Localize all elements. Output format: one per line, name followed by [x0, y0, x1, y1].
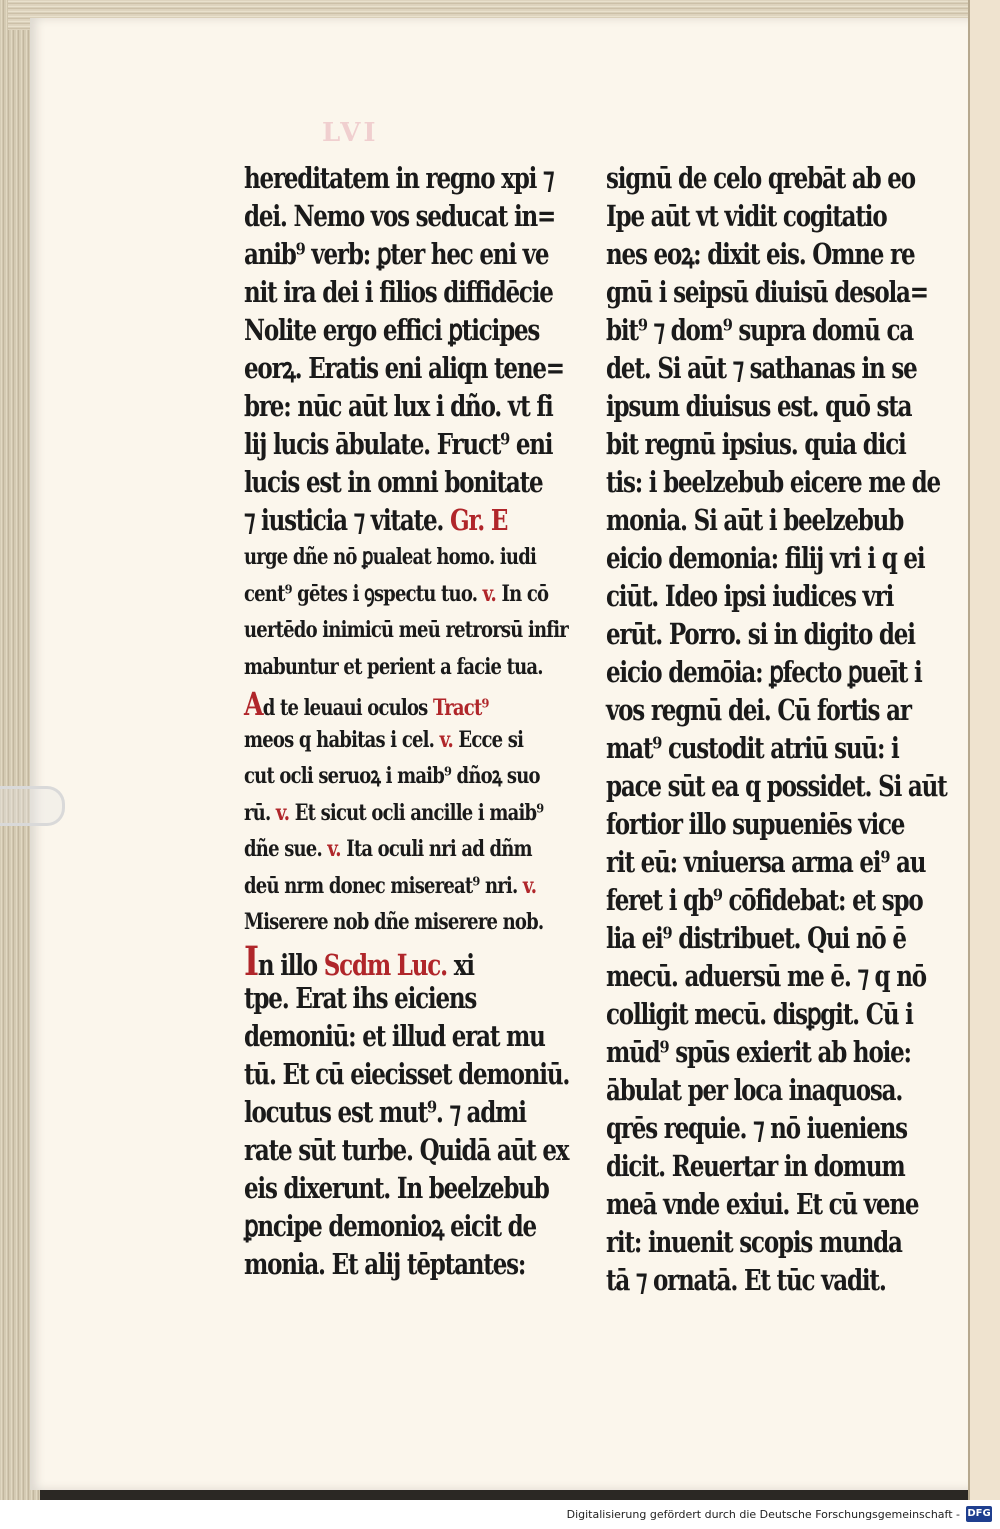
- text-line: Nolite ergo effici ꝑticipes: [244, 313, 540, 348]
- text-line: meā vnde exiui. Et cū vene: [606, 1187, 919, 1222]
- text-line: eorꝝ. Eratis eni aliqn tene=: [244, 351, 564, 386]
- text-line: meos q habitas i cel. v. Ecce si: [244, 726, 524, 753]
- text-line: tpe. Erat ihs eiciens: [244, 981, 477, 1015]
- text-line: Ipe aūt vt vidit cogitatio: [606, 199, 887, 234]
- text-line: det. Si aūt ⁊ sathanas in se: [606, 351, 917, 386]
- text-line: lij lucis ābulate. Fruct⁹ eni: [244, 427, 553, 462]
- text-line: rit eū: vniuersa arma ei⁹ au: [606, 845, 926, 880]
- text-line: bit⁹ ⁊ dom⁹ supra domū ca: [606, 313, 913, 348]
- text-line: demoniū: et illud erat mu: [244, 1019, 545, 1053]
- text-line: erūt. Porro. si in digito dei: [606, 617, 915, 652]
- footer-credit: Digitalisierung gefördert durch die Deutsche Forschungsgemeinschaft -: [566, 1508, 960, 1521]
- text-line: deū nrm donec misereat⁹ nri. v.: [244, 872, 537, 899]
- right-text-column: [606, 160, 947, 1300]
- left-text-column: [244, 160, 570, 1284]
- text-line: mat⁹ custodit atriū suū: i: [606, 731, 899, 766]
- text-line: Ad te leuaui oculos Tract⁹: [244, 685, 489, 723]
- text-line: Miserere nob dñe miserere nob.: [244, 909, 544, 936]
- text-line: mūd⁹ spūs exierit ab hoie:: [606, 1035, 911, 1070]
- text-line: dñe sue. v. Ita oculi nri ad dñm: [244, 836, 532, 863]
- text-line: lucis est in omni bonitate: [244, 465, 543, 500]
- text-line: rate sūt turbe. Quidā aūt ex: [244, 1133, 569, 1167]
- text-line: anib⁹ verb: ꝑter hec eni ve: [244, 237, 549, 272]
- text-line: gnū i seipsū diuisū desola=: [606, 275, 928, 310]
- text-line: bre: nūc aūt lux i dño. vt fi: [244, 389, 553, 424]
- text-line: eis dixerunt. In beelzebub: [244, 1171, 549, 1205]
- text-line: ciūt. Ideo ipsi iudices vri: [606, 579, 894, 614]
- text-line: nit ira dei i filios diffidēcie: [244, 275, 553, 310]
- text-line: uertēdo inimicū meū retrorsū infir: [244, 617, 568, 644]
- text-line: tū. Et cū eiecisset demoniū.: [244, 1057, 570, 1091]
- text-line: eicio demōia: ꝑfecto ꝑueīt i: [606, 655, 922, 690]
- footer-bar: [0, 1500, 1000, 1529]
- text-line: ābulat per loca inaquosa.: [606, 1073, 903, 1108]
- text-line: cut ocli seruoꝝ i maib⁹ dñoꝝ suo: [244, 763, 540, 790]
- text-line: mabuntur et perient a facie tua.: [244, 653, 543, 680]
- text-line: hereditatem in regno xpi ⁊: [244, 161, 554, 196]
- text-line: qrēs requie. ⁊ nō iueniens: [606, 1111, 907, 1146]
- text-line: dicit. Reuertar in domum: [606, 1149, 905, 1184]
- text-line: dei. Nemo vos seducat in=: [244, 199, 556, 234]
- text-line: urge dñe nō ꝑualeat homo. iudi: [244, 544, 537, 571]
- text-line: tā ⁊ ornatā. Et tūc vadit.: [606, 1263, 886, 1298]
- text-line: signū de celo qrebāt ab eo: [606, 161, 915, 196]
- text-line: pace sūt ea q possidet. Si aūt: [606, 769, 947, 804]
- text-line: monia. Si aūt i beelzebub: [606, 503, 904, 538]
- text-line: colligit mecū. disꝑgit. Cū i: [606, 997, 913, 1032]
- text-line: lia ei⁹ distribuet. Qui nō ē: [606, 921, 906, 956]
- text-line: nes eoꝝ: dixit eis. Omne re: [606, 237, 915, 272]
- text-line: bit regnū ipsius. quia dici: [606, 427, 906, 462]
- text-line: rit: inuenit scopis munda: [606, 1225, 902, 1260]
- text-line: rū. v. Et sicut ocli ancille i maib⁹: [244, 799, 544, 826]
- text-line: eicio demonia: filij vri i q ei: [606, 541, 925, 576]
- folio-number: LVI: [322, 118, 379, 148]
- dfg-logo: DFG: [966, 1506, 992, 1522]
- text-line: In illo Scdm Luc. xi: [244, 936, 474, 985]
- text-line: locutus est mut⁹. ⁊ admi: [244, 1095, 526, 1129]
- text-line: cent⁹ gētes i ꝯspectu tuo. v. In cō: [244, 580, 549, 607]
- text-line: tis: i beelzebub eicere me de: [606, 465, 940, 500]
- text-line: vos regnū dei. Cū fortis ar: [606, 693, 911, 728]
- text-line: ꝑncipe demonioꝝ eicit de: [244, 1209, 536, 1243]
- page-clip: [0, 786, 65, 826]
- text-line: ipsum diuisus est. quō sta: [606, 389, 912, 424]
- text-line: mecū. aduersū me ē. ⁊ q nō: [606, 959, 926, 994]
- text-line: fortior illo supueniēs vice: [606, 807, 905, 842]
- text-line: ⁊ iusticia ⁊ vitate. Gr. E: [244, 503, 508, 538]
- text-line: feret i qb⁹ cōfidebat: et spo: [606, 883, 923, 918]
- facing-page-edge: [968, 0, 1000, 1500]
- text-line: monia. Et alij tēptantes:: [244, 1247, 526, 1281]
